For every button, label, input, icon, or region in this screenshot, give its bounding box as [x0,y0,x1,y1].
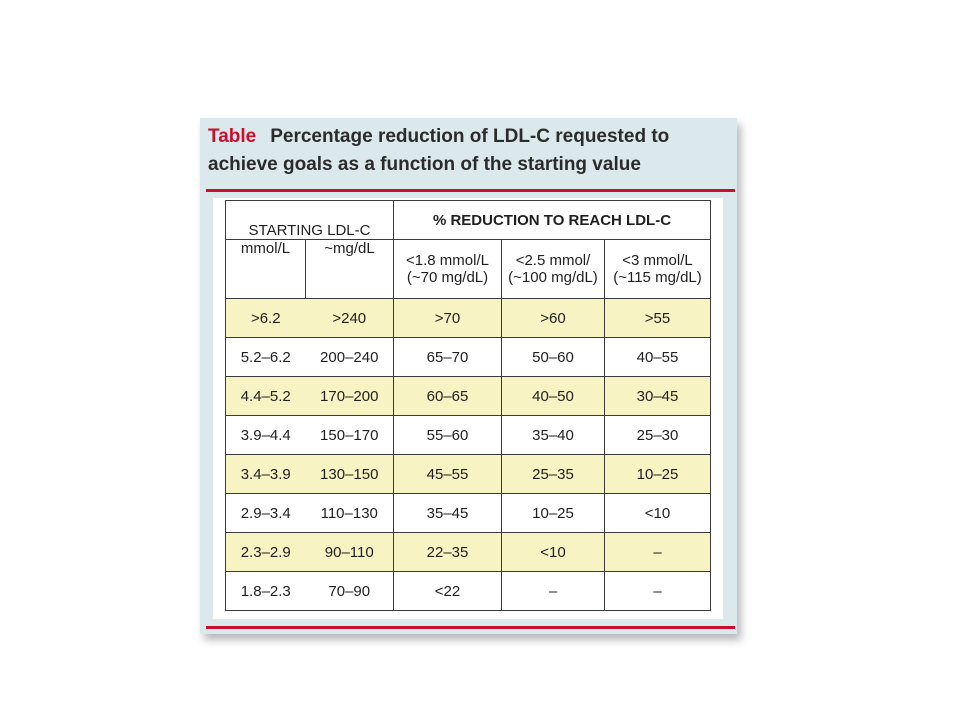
cell-mmol: 3.9–4.4 [226,416,306,455]
table-row [226,572,711,611]
cell-mgdl: 150–170 [306,416,394,455]
cell-g1: 55–60 [394,416,502,455]
cell-mmol: 5.2–6.2 [226,338,306,377]
cell-g2: <10 [502,533,605,572]
cell-g2: 40–50 [502,377,605,416]
cell-g1: <22 [394,572,502,611]
cell-g2: >60 [502,299,605,338]
table-row [226,299,711,338]
cell-g2: 35–40 [502,416,605,455]
cell-mmol: 2.9–3.4 [226,494,306,533]
cell-mgdl: 70–90 [306,572,394,611]
cell-mmol: 2.3–2.9 [226,533,306,572]
cell-g2: 25–35 [502,455,605,494]
top-divider [206,189,735,192]
header-goal-3: <3 mmol/L (~115 mg/dL) [605,240,711,299]
table-row [226,533,711,572]
header-unit-mmol: mmol/L [226,240,306,299]
cell-mgdl: 90–110 [306,533,394,572]
cell-mmol: 4.4–5.2 [226,377,306,416]
cell-g1: 35–45 [394,494,502,533]
table-row [226,377,711,416]
cell-mgdl: 170–200 [306,377,394,416]
header-starting-ldl: STARTING LDL-C [226,201,394,240]
cell-mmol: >6.2 [226,299,306,338]
cell-g2: 50–60 [502,338,605,377]
cell-mgdl: 110–130 [306,494,394,533]
cell-g1: 45–55 [394,455,502,494]
header-percent-reduction: % REDUCTION TO REACH LDL-C [394,201,711,240]
cell-g1: >70 [394,299,502,338]
table-row [226,416,711,455]
cell-g3: 25–30 [605,416,711,455]
cell-g3: 30–45 [605,377,711,416]
cell-g3: – [605,572,711,611]
table-row [226,494,711,533]
cell-g2: 10–25 [502,494,605,533]
cell-g1: 22–35 [394,533,502,572]
table-row [226,455,711,494]
header-goal-2: <2.5 mmol/ (~100 mg/dL) [502,240,605,299]
caption-text: Percentage reduction of LDL-C requested to achieve goals as a function of the starting value [208,126,670,175]
header-goal-1: <1.8 mmol/L (~70 mg/dL) [394,240,502,299]
cell-mmol: 1.8–2.3 [226,572,306,611]
caption-label: Table [208,126,257,147]
cell-g3: <10 [605,494,711,533]
table-caption [208,123,733,179]
cell-g3: 40–55 [605,338,711,377]
cell-g3: – [605,533,711,572]
cell-mgdl: >240 [306,299,394,338]
table-body [226,299,711,611]
ldl-reduction-table [225,200,711,611]
cell-g1: 65–70 [394,338,502,377]
table-row [226,338,711,377]
cell-g2: – [502,572,605,611]
header-unit-mgdl: ~mg/dL [306,240,394,299]
cell-mgdl: 200–240 [306,338,394,377]
cell-g3: >55 [605,299,711,338]
cell-g3: 10–25 [605,455,711,494]
cell-mmol: 3.4–3.9 [226,455,306,494]
bottom-divider [206,626,735,629]
cell-mgdl: 130–150 [306,455,394,494]
cell-g1: 60–65 [394,377,502,416]
